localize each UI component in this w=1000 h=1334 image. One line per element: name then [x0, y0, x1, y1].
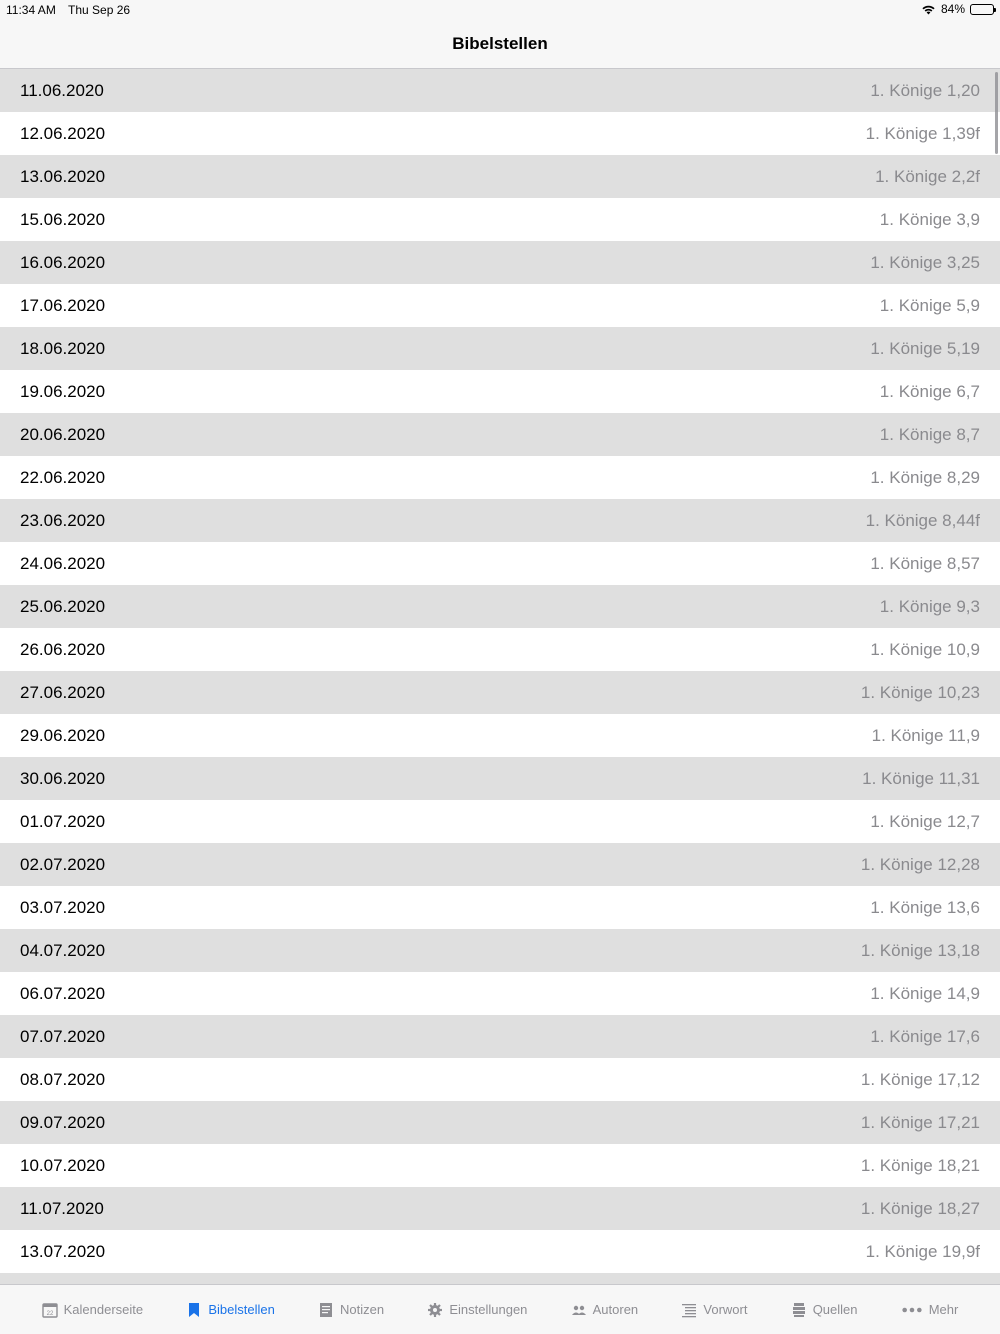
list-item-reference: 1. Könige 17,12 [860, 1069, 980, 1089]
tab-label: Bibelstellen [208, 1302, 275, 1317]
notes-icon [318, 1302, 334, 1318]
list-item-reference: 1. Könige 10,23 [860, 682, 980, 702]
status-date: Thu Sep 26 [68, 3, 131, 17]
list-item-reference: 1. Könige 9,3 [879, 596, 980, 616]
list-item-reference: 1. Könige 8,7 [879, 424, 980, 444]
list-item-reference: 1. Könige 19,9f [865, 1241, 980, 1261]
list-item[interactable] [0, 456, 1000, 499]
list-item[interactable] [0, 886, 1000, 929]
list-item-date: 12.06.2020 [20, 123, 106, 143]
list-item-date: 26.06.2020 [20, 639, 106, 659]
list-item-date: 18.06.2020 [20, 338, 106, 358]
people-icon [571, 1302, 587, 1318]
tab-autoren[interactable] [571, 1302, 639, 1318]
list-item-date: 13.07.2020 [20, 1241, 106, 1261]
list-item-reference: 1. Könige 14,9 [870, 983, 980, 1003]
status-right [921, 2, 994, 16]
list-item[interactable] [0, 1015, 1000, 1058]
tab-label: Vorwort [703, 1302, 748, 1317]
list-icon [681, 1302, 697, 1318]
battery-percent: 84% [940, 2, 965, 16]
list-item-date: 23.06.2020 [20, 510, 106, 530]
tab-mehr[interactable] [901, 1302, 959, 1318]
list-item[interactable] [0, 972, 1000, 1015]
list-item-date: 11.07.2020 [20, 1198, 104, 1218]
tab-bibelstellen[interactable] [186, 1302, 275, 1318]
list-item-date: 29.06.2020 [20, 725, 106, 745]
list-item[interactable] [0, 499, 1000, 542]
battery-icon [970, 4, 994, 15]
list-item[interactable] [0, 800, 1000, 843]
list-item-reference: 1. Könige 17,6 [870, 1026, 980, 1046]
list-item[interactable] [0, 155, 1000, 198]
svg-text:22: 22 [46, 1310, 53, 1317]
list-item-reference: 1. Könige 18,21 [860, 1155, 980, 1175]
list-item-reference: 1. Könige 8,57 [870, 553, 980, 573]
list-item[interactable] [0, 413, 1000, 456]
list-item[interactable] [0, 1230, 1000, 1273]
bookmark-icon [186, 1302, 202, 1318]
calendar-icon [42, 1302, 58, 1318]
list-item-reference: 1. Könige 12,28 [860, 854, 980, 874]
bible-reference-list[interactable] [0, 69, 1000, 1284]
tab-label: Mehr [928, 1302, 959, 1317]
list-item-reference: 1. Könige 13,6 [870, 897, 980, 917]
list-item-date: 15.06.2020 [20, 209, 106, 229]
tab-label: Quellen [812, 1302, 858, 1317]
list-item-date: 03.07.2020 [20, 897, 106, 917]
tab-label: Einstellungen [449, 1302, 528, 1317]
more-icon [901, 1302, 923, 1318]
list-item-date: 09.07.2020 [20, 1112, 106, 1132]
list-item[interactable] [0, 757, 1000, 800]
list-item-reference: 1. Könige 12,7 [870, 811, 980, 831]
tab-label: Autoren [592, 1302, 639, 1317]
list-item-date: 17.06.2020 [20, 295, 106, 315]
list-item-date: 02.07.2020 [20, 854, 106, 874]
wifi-icon [921, 4, 936, 15]
list-item[interactable] [0, 327, 1000, 370]
list-item-date: 11.06.2020 [20, 80, 104, 100]
status-bar [0, 0, 1000, 20]
list-item-reference: 1. Könige 6,7 [879, 381, 980, 401]
tab-label: Kalenderseite [63, 1302, 144, 1317]
list-item-reference: 1. Könige 8,44f [865, 510, 980, 530]
list-item[interactable] [0, 370, 1000, 413]
list-item-reference: 1. Könige 3,9 [879, 209, 980, 229]
list-item[interactable] [0, 1144, 1000, 1187]
list-item-reference: 1. Könige 11,31 [862, 768, 980, 788]
gear-icon [427, 1302, 443, 1318]
list-item-date: 08.07.2020 [20, 1069, 106, 1089]
list-item[interactable] [0, 843, 1000, 886]
navigation-bar [0, 20, 1000, 69]
list-item[interactable] [0, 929, 1000, 972]
list-item-reference: 1. Könige 3,25 [870, 252, 980, 272]
stack-icon [791, 1302, 807, 1318]
list-item-date: 10.07.2020 [20, 1155, 106, 1175]
list-item-date: 20.06.2020 [20, 424, 106, 444]
list-item-reference: 1. Könige 5,19 [870, 338, 980, 358]
list-item[interactable] [0, 112, 1000, 155]
scroll-indicator[interactable] [995, 72, 998, 154]
list-item-reference: 1. Könige 5,9 [879, 295, 980, 315]
list-item[interactable] [0, 671, 1000, 714]
list-item-reference: 1. Könige 1,20 [870, 80, 980, 100]
list-item-date: 07.07.2020 [20, 1026, 106, 1046]
list-item-date: 27.06.2020 [20, 682, 106, 702]
list-item-date: 16.06.2020 [20, 252, 106, 272]
list-item-date: 30.06.2020 [20, 768, 106, 788]
list-item[interactable] [0, 284, 1000, 327]
list-item-reference: 1. Könige 13,18 [860, 940, 980, 960]
list-item-date: 06.07.2020 [20, 983, 106, 1003]
list-item[interactable] [0, 714, 1000, 757]
list-item-reference: 1. Könige 2,2f [875, 166, 980, 186]
list-item-date: 22.06.2020 [20, 467, 106, 487]
tab-notizen[interactable] [318, 1302, 384, 1318]
list-item-reference: 1. Könige 10,9 [870, 639, 980, 659]
tab-einstellungen[interactable] [427, 1302, 527, 1318]
list-item[interactable] [0, 628, 1000, 671]
page-title: Bibelstellen [452, 34, 548, 53]
list-item-date: 25.06.2020 [20, 596, 106, 616]
tab-kalenderseite[interactable] [42, 1302, 144, 1318]
list-item-reference: 1. Könige 8,29 [870, 467, 980, 487]
list-item-date: 19.06.2020 [20, 381, 106, 401]
tab-quellen[interactable] [791, 1302, 858, 1318]
tab-label: Notizen [340, 1302, 385, 1317]
list-item-reference: 1. Könige 11,9 [871, 725, 980, 745]
list-item[interactable] [0, 585, 1000, 628]
list-item[interactable] [0, 1058, 1000, 1101]
list-item-reference: 1. Könige 17,21 [860, 1112, 980, 1132]
list-item[interactable] [0, 69, 1000, 112]
list-item[interactable] [0, 1101, 1000, 1144]
list-item[interactable] [0, 542, 1000, 585]
list-item-reference: 1. Könige 18,27 [860, 1198, 980, 1218]
status-time: 11:34 AM [6, 3, 56, 17]
list-item[interactable] [0, 198, 1000, 241]
list-item-date: 24.06.2020 [20, 553, 106, 573]
tab-vorwort[interactable] [681, 1302, 747, 1318]
list-item[interactable] [0, 1273, 1000, 1284]
list-item[interactable] [0, 241, 1000, 284]
list-item-date: 13.06.2020 [20, 166, 106, 186]
list-item-date: 04.07.2020 [20, 940, 106, 960]
list-item[interactable] [0, 1187, 1000, 1230]
list-item-reference: 1. Könige 1,39f [865, 123, 980, 143]
list-item-date: 01.07.2020 [20, 811, 106, 831]
tab-bar [0, 1284, 1000, 1334]
